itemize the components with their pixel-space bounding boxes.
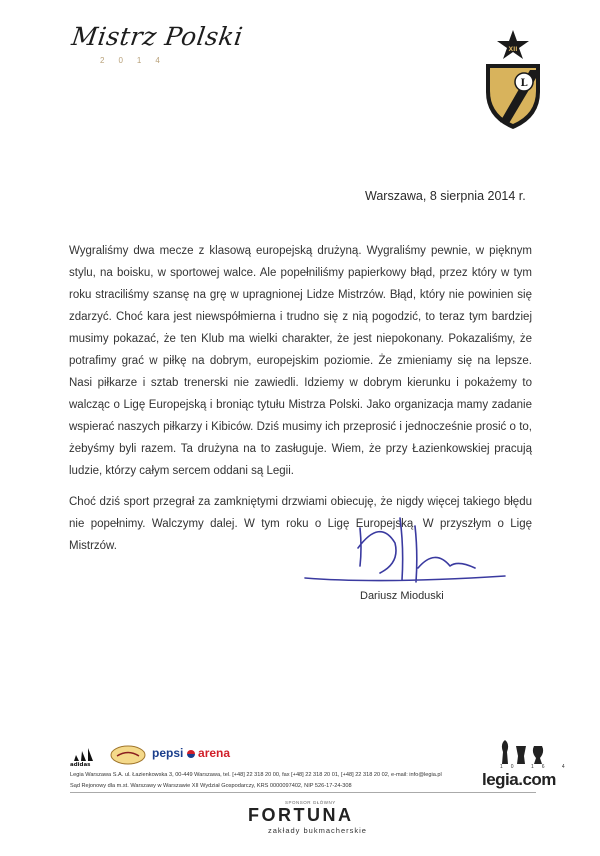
letter-paragraph: Wygraliśmy dwa mecze z klasową europejską drużyną. Wygraliśmy pewnie, w pięknym stylu, na boisku, w sportowej walce. Ale popełniliśmy papierkowy błąd, przez który w tym roku straciliśmy szansę na grę w upragnionej Lidze Mistrzów. Błąd, który nie powinien się zdarzyć. Choć kara jest niewspółmierna i trudno się z nią pogodzić, to teraz tym bardziej musimy pokazać, że ten Klub ma wielki charakter, że jest niepokonany. Pokazaliśmy, że potrafimy grać w piłkę na dobrym, europejskim poziomie. Że zmieniamy się na lepsze. Nasi piłkarze i sztab trenerski nie zawiedli. Idziemy w dobrym kierunku i pokażemy to walcząc o Ligę Europejską i broniąc tytułu Mistrza Polski. Jako organizacja mamy zadanie wspierać naszych piłkarzy i Kibiców. Dziś musimy ich przeprosić i jednocześnie prosić o to, żebyśmy byli razem. Ta drużyna na to zasługuje. Wiem, że przy Łazienkowskiej pracują ludzie, którzy całym sercem oddani są Legii.	[69, 245, 532, 477]
website-link[interactable]: legia.com	[482, 770, 556, 789]
handwritten-signature	[300, 508, 510, 588]
adidas-logo	[70, 745, 102, 767]
fortuna-logo: FORTUNA	[248, 805, 354, 825]
header-year: 2014	[100, 56, 174, 65]
main-sponsor-label: SPONSOR GŁÓWNY	[285, 800, 336, 805]
company-registry: Sąd Rejonowy dla m.st. Warszawy w Warszawie XII Wydział Gospodarczy, KRS 0000097402, NIP 526-17-24-308	[70, 783, 352, 789]
fortuna-tagline: zakłady bukmacherskie	[268, 826, 367, 835]
signatory-name: Dariusz Mioduski	[360, 590, 444, 602]
pepsi-label: pepsi	[152, 746, 184, 760]
beer-sponsor-logo	[110, 744, 146, 766]
footer-divider	[70, 792, 536, 793]
pepsi-arena-logo	[152, 746, 230, 760]
legia-crest-icon	[478, 30, 548, 130]
company-address: Legia Warszawa S.A. ul. Łazienkowska 3, 00-449 Warszawa, tel. [+48] 22 318 20 00, fax [+48] 22 318 20 01, [+48] 22 318 20 02, e-mail: info@legia.pl	[70, 772, 442, 778]
header-title: Mistrz Polski	[69, 22, 245, 51]
letter-paragraph: Choć dziś sport przegrał za zamkniętymi drzwiami obiecuję, że nigdy więcej takiego błędu nie popełnimy. Walczymy dalej. W tym roku o Ligę Europejską. W przyszłym o Ligę Mistrzów.	[69, 496, 532, 552]
svg-text:adidas: adidas	[70, 762, 91, 767]
letter-date: Warszawa, 8 sierpnia 2014 r.	[365, 189, 526, 203]
svg-text:L: L	[520, 78, 528, 89]
svg-text:XII: XII	[508, 46, 518, 53]
trophy-counts: 10 16 4	[500, 764, 573, 770]
pepsi-globe-icon	[187, 750, 195, 758]
arena-label: arena	[198, 746, 231, 760]
